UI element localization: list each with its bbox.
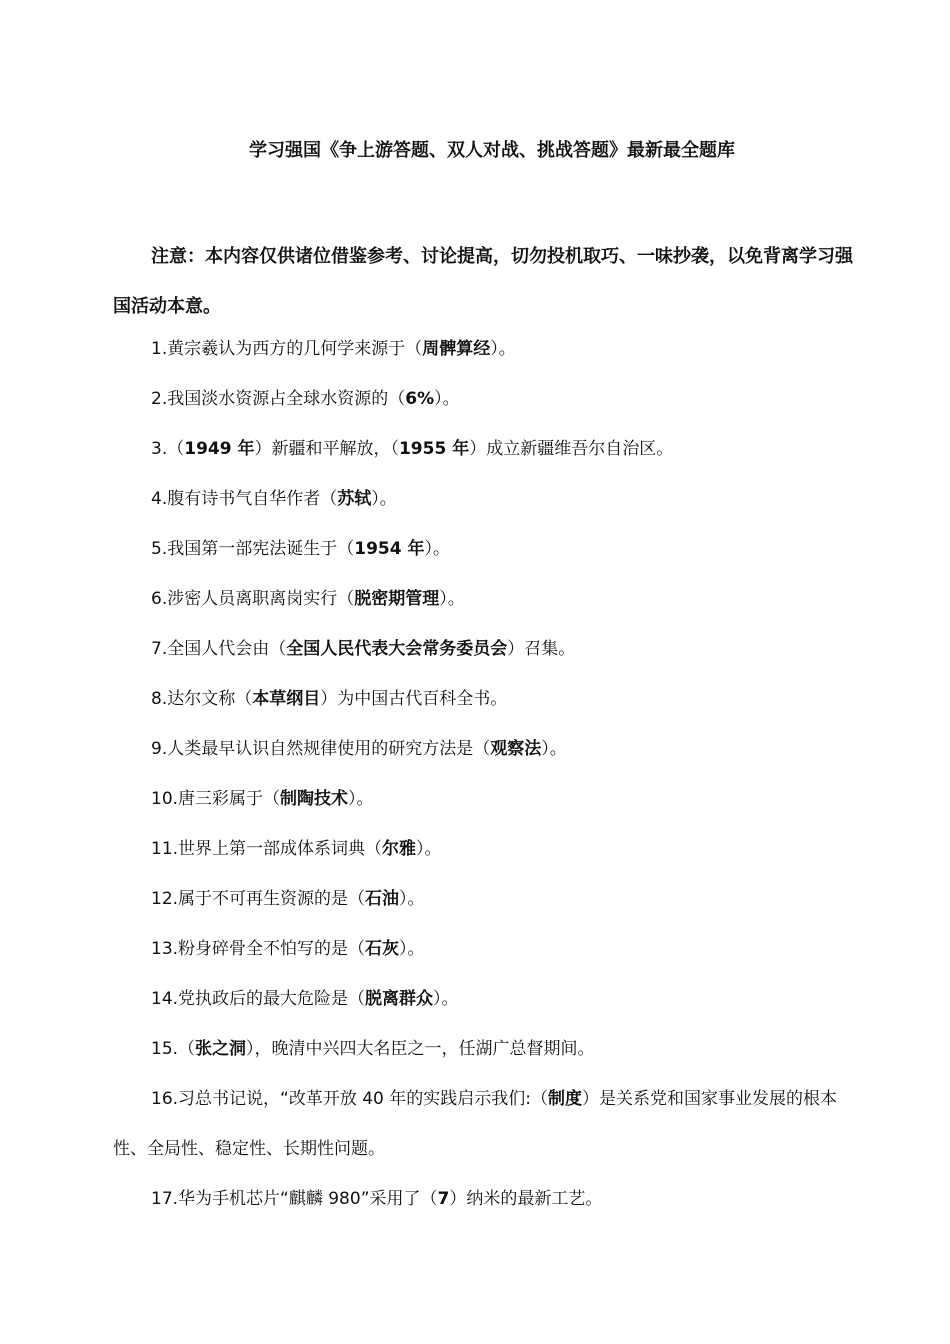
answer: 1955 年 (398, 439, 470, 459)
answer: 脱密期管理 (354, 589, 440, 609)
question-item: 15.（张之洞），晚清中兴四大名臣之一，任湖广总督期间。 (151, 1039, 595, 1059)
answer: 1949 年 (184, 439, 255, 459)
answer: 1954 年 (354, 539, 425, 559)
answer: 脱离群众 (365, 989, 434, 1009)
answer: 制度 (548, 1089, 583, 1109)
document-title: 学习强国《争上游答题、双人对战、挑战答题》最新最全题库 (249, 140, 735, 161)
question-item: 9.人类最早认识自然规律使用的研究方法是（观察法）。 (151, 739, 567, 759)
answer: 6% (405, 389, 435, 409)
question-item: 7.全国人代会由（全国人民代表大会常务委员会）召集。 (151, 639, 576, 659)
answer: 张之洞 (195, 1039, 247, 1059)
question-item: 3.（1949 年）新疆和平解放，（1955 年）成立新疆维吾尔自治区。 (151, 439, 674, 459)
answer: 苏轼 (337, 489, 372, 509)
answer: 尔雅 (382, 839, 417, 859)
question-item: 5.我国第一部宪法诞生于（1954 年）。 (151, 539, 450, 559)
question-item: 13.粉身碎骨全不怕写的是（石灰）。 (151, 939, 425, 959)
question-item: 14.党执政后的最大危险是（脱离群众）。 (151, 989, 459, 1009)
answer: 7 (437, 1189, 450, 1209)
question-item: 8.达尔文称（本草纲目）为中国古代百科全书。 (151, 689, 508, 709)
answer: 石油 (365, 889, 400, 909)
question-item: 2.我国淡水资源占全球水资源的（6%）。 (151, 389, 460, 409)
question-item: 11.世界上第一部成体系词典（尔雅）。 (151, 839, 442, 859)
question-item: 10.唐三彩属于（制陶技术）。 (151, 789, 374, 809)
question-item: 16.习总书记说，“改革开放 40 年的实践启示我们:（制度）是关系党和国家事业发展的根本性、全局性、稳定性、长期性问题。 (113, 1089, 838, 1159)
answer: 石灰 (365, 939, 400, 959)
question-item: 12.属于不可再生资源的是（石油）。 (151, 889, 425, 909)
question-item: 1.黄宗羲认为西方的几何学来源于（周髀算经）。 (151, 339, 516, 359)
question-item: 6.涉密人员离职离岗实行（脱密期管理）。 (151, 589, 465, 609)
question-list (113, 324, 868, 1224)
notice-paragraph: 注意：本内容仅供诸位借鉴参考、讨论提高，切勿投机取巧、一味抄袭，以免背离学习强国活动本意。 (113, 246, 853, 317)
question-item: 17.华为手机芯片“麒麟 980”采用了（7）纳米的最新工艺。 (151, 1189, 603, 1209)
answer: 周髀算经 (422, 339, 491, 359)
question-item: 4.腹有诗书气自华作者（苏轼）。 (151, 489, 397, 509)
answer: 全国人民代表大会常务委员会 (286, 639, 508, 659)
answer: 制陶技术 (280, 789, 349, 809)
answer: 本草纲目 (252, 689, 321, 709)
answer: 观察法 (490, 739, 542, 759)
